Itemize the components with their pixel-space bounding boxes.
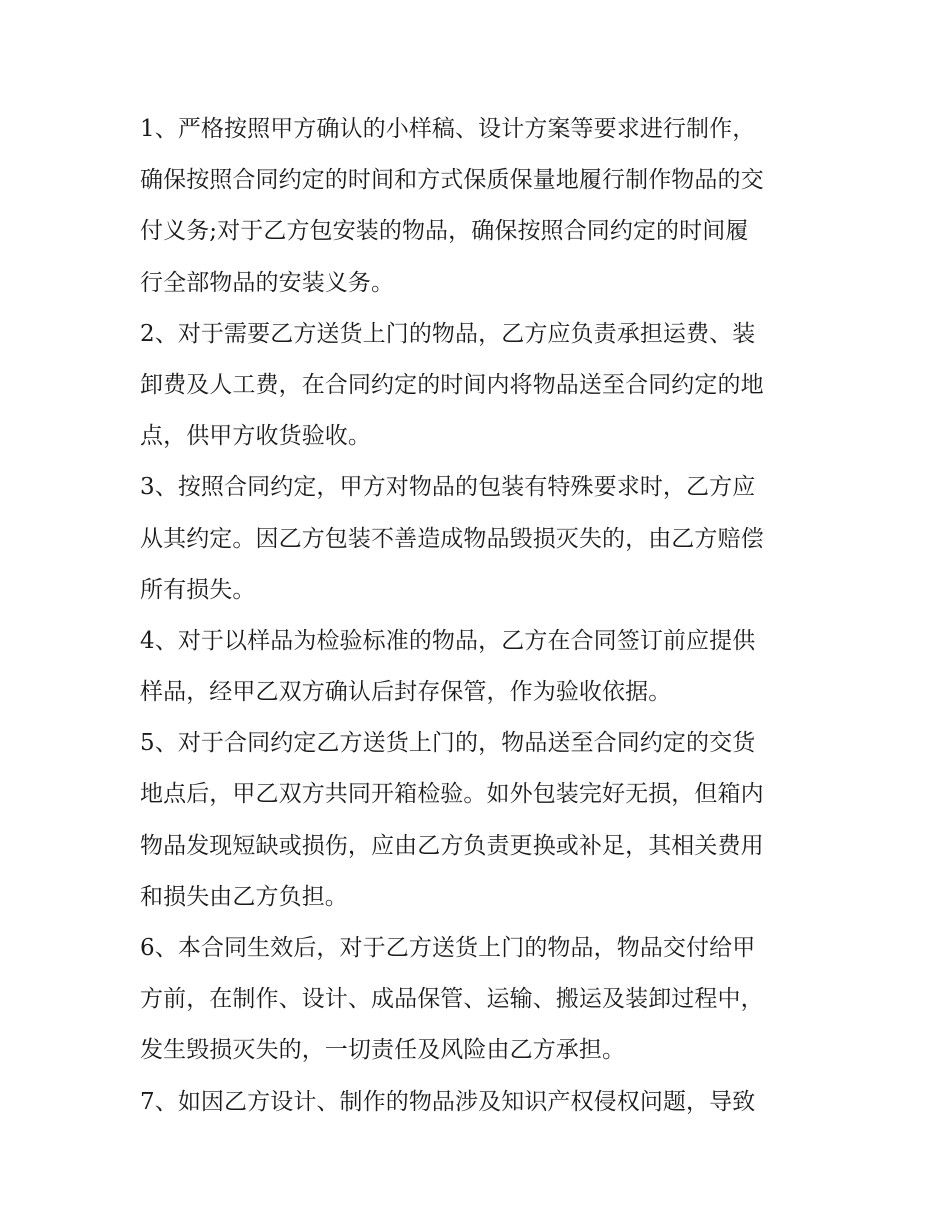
text-line: 3、按照合同约定，甲方对物品的包装有特殊要求时，乙方应 <box>140 474 756 501</box>
text-line: 5、对于合同约定乙方送货上门的，物品送至合同约定的交货 <box>140 730 756 757</box>
text-line: 1、严格按照甲方确认的小样稿、设计方案等要求进行制作， <box>140 116 756 142</box>
text-line: 和损失由乙方负担。 <box>140 883 348 910</box>
text-line: 行全部物品的安装义务。 <box>140 269 395 296</box>
text-line: 所有损失。 <box>140 576 256 603</box>
text-line: 发生毁损灭失的，一切责任及风险由乙方承担。 <box>140 1037 626 1064</box>
text-line: 物品发现短缺或损伤，应由乙方负责更换或补足，其相关费用 <box>140 832 764 859</box>
text-line: 7、如因乙方设计、制作的物品涉及知识产权侵权问题，导致 <box>140 1088 756 1115</box>
text-line: 付义务;对于乙方包安装的物品，确保按照合同约定的时间履 <box>140 218 749 245</box>
text-line: 2、对于需要乙方送货上门的物品，乙方应负责承担运费、装 <box>140 320 756 347</box>
text-line: 地点后，甲乙双方共同开箱检验。如外包装完好无损，但箱内 <box>140 781 764 808</box>
text-line: 4、对于以样品为检验标准的物品，乙方在合同签订前应提供 <box>140 627 756 654</box>
contract-clauses <box>140 104 820 1128</box>
text-line: 样品，经甲乙双方确认后封存保管，作为验收依据。 <box>140 679 672 706</box>
text-line: 方前，在制作、设计、成品保管、运输、搬运及装卸过程中， <box>140 986 764 1013</box>
text-line: 确保按照合同约定的时间和方式保质保量地履行制作物品的交 <box>140 167 764 194</box>
text-line: 卸费及人工费，在合同约定的时间内将物品送至合同约定的地 <box>140 371 764 398</box>
text-line: 点，供甲方收货验收。 <box>140 423 371 450</box>
text-line: 6、本合同生效后，对于乙方送货上门的物品，物品交付给甲 <box>140 935 756 961</box>
text-line: 从其约定。因乙方包装不善造成物品毁损灭失的，由乙方赔偿 <box>140 525 764 552</box>
